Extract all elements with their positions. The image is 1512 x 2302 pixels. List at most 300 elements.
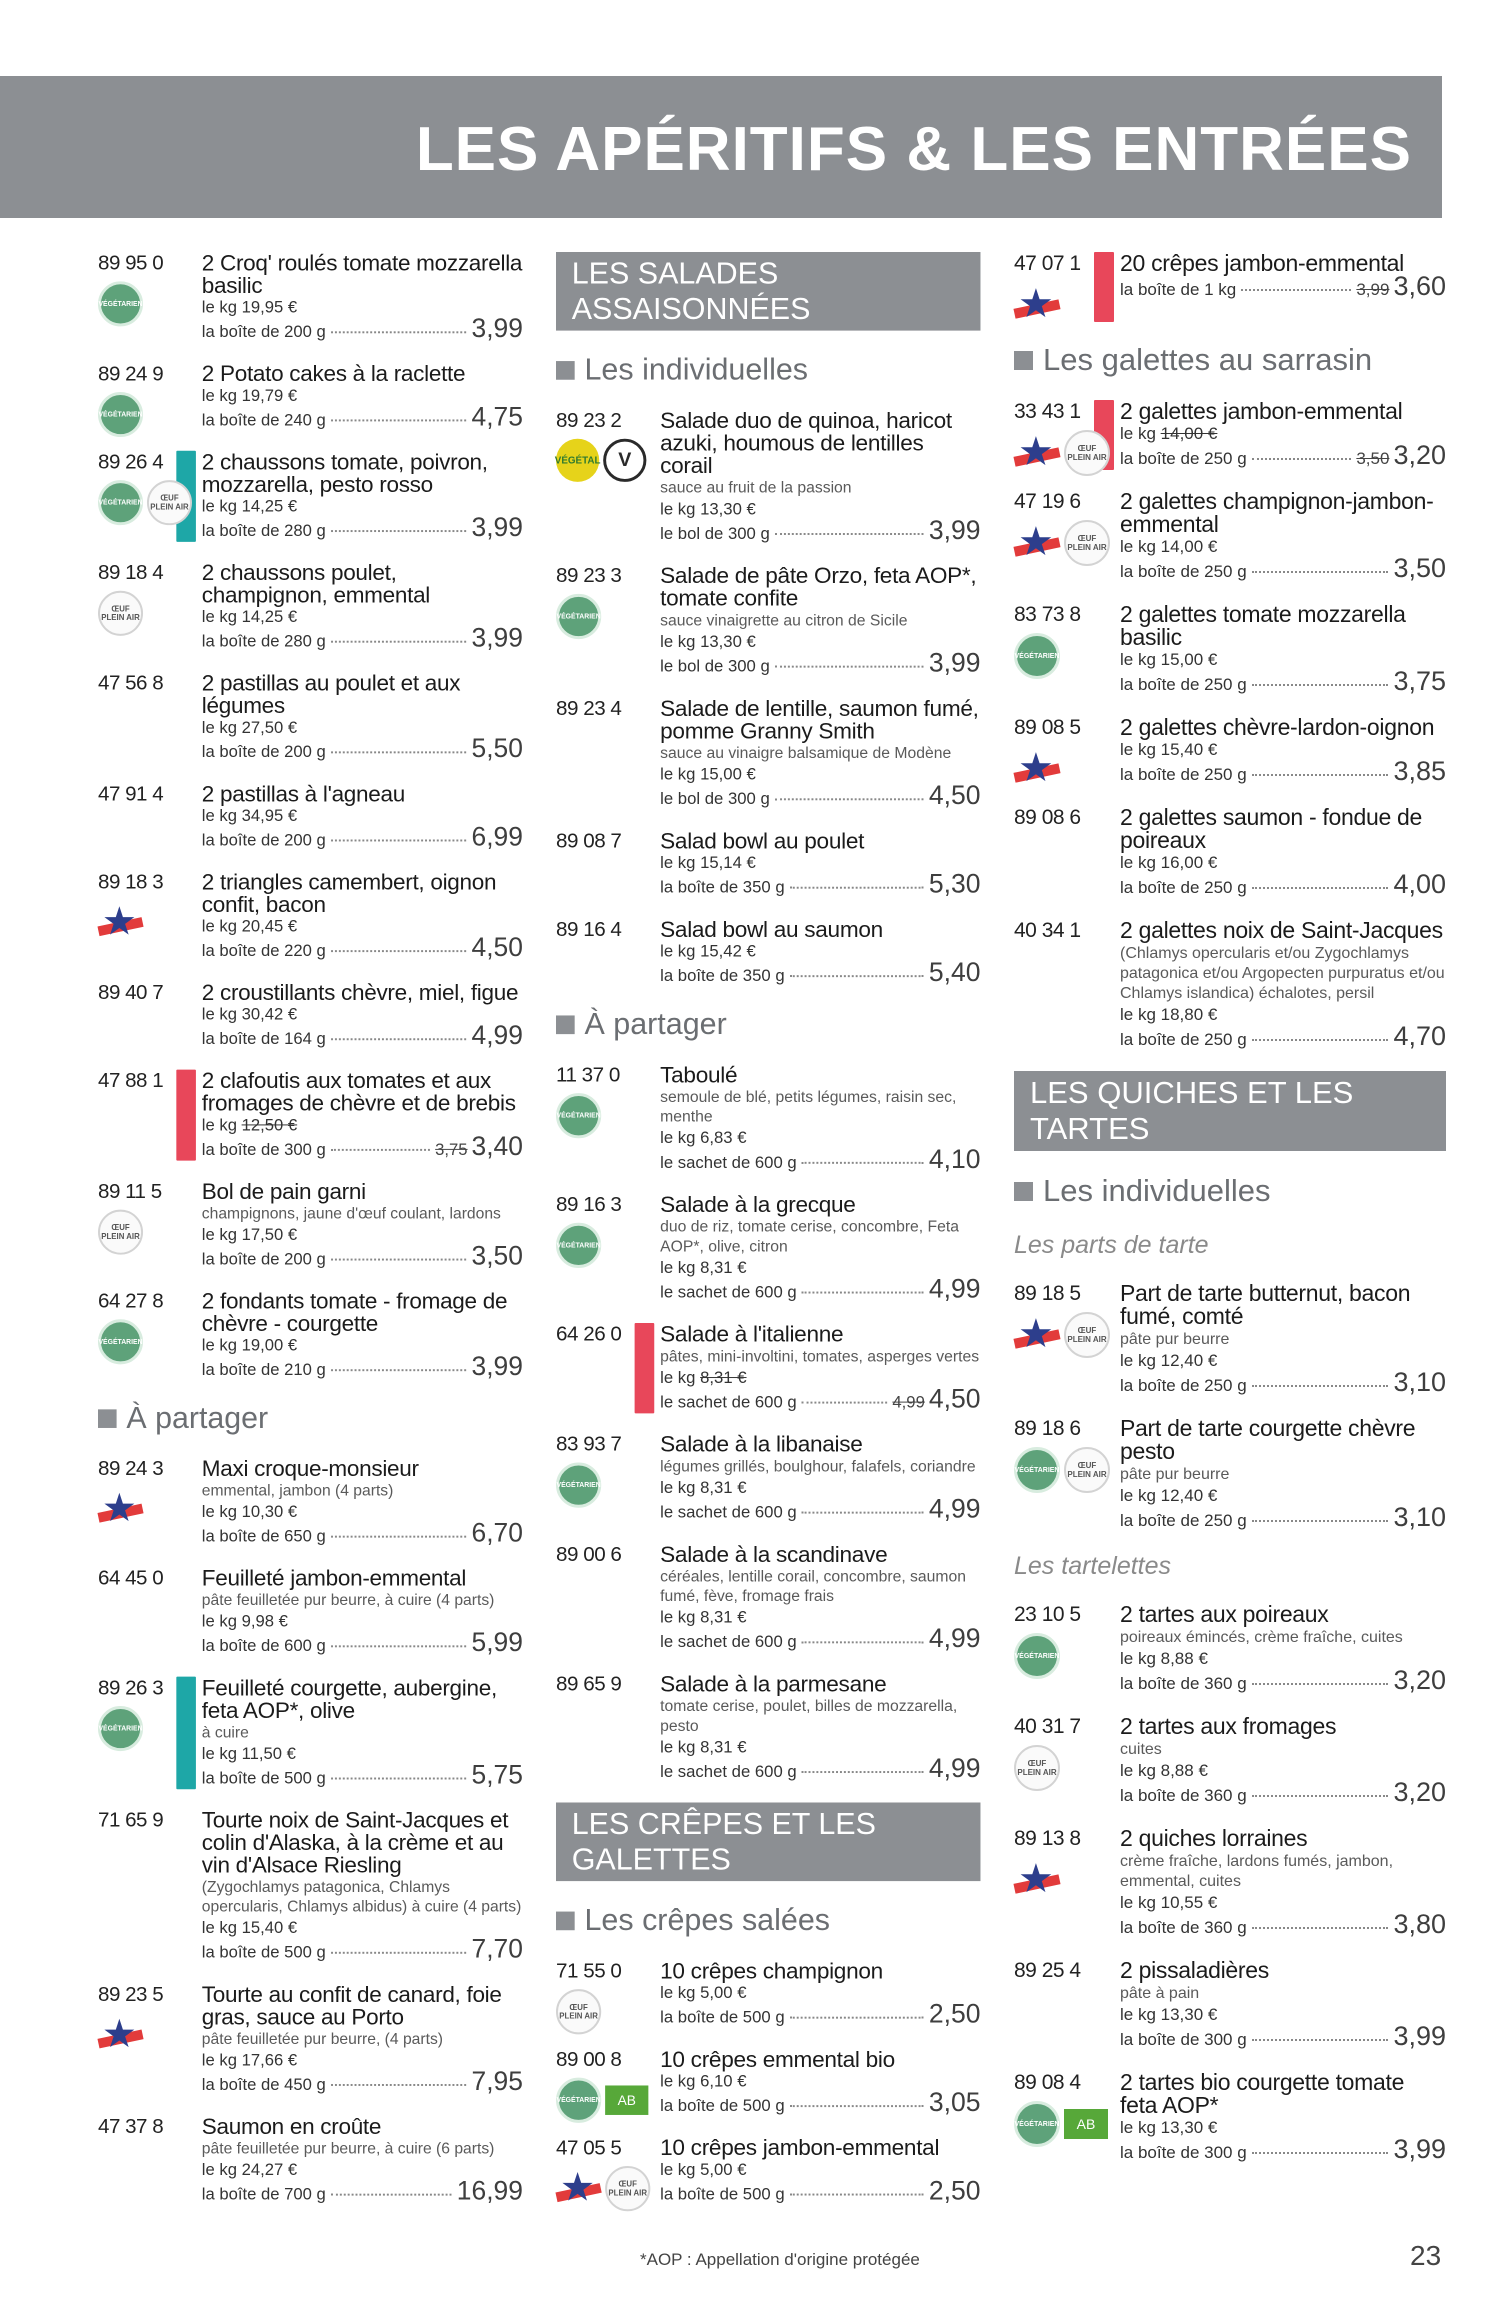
vegetarian-badge-icon — [1014, 633, 1060, 679]
product-description: crème fraîche, lardons fumés, jambon, emmental, cuites — [1120, 1853, 1394, 1890]
vegetarian-badge-label: VÉGÉTARIEN — [556, 1481, 601, 1489]
product-price: 3,20 — [1393, 1665, 1446, 1695]
package-size: la boîte de 700 g — [201, 2184, 326, 2204]
dotted-leader — [790, 2017, 924, 2019]
old-price: 3,75 — [435, 1140, 468, 1159]
price-per-kg-label: le kg 17,50 € — [201, 1225, 298, 1244]
column-2 — [556, 252, 980, 2225]
dotted-leader — [775, 798, 924, 800]
package-size: la boîte de 210 g — [201, 1360, 326, 1380]
product-description: semoule de blé, petits légumes, raisin sec, menthe — [660, 1089, 957, 1126]
product-price: 3,75 — [1393, 666, 1446, 696]
dotted-leader — [1252, 887, 1389, 889]
product-badges — [98, 1706, 143, 1751]
price-per-kg-label: le kg 19,95 € — [201, 298, 298, 317]
package-size: le sachet de 600 g — [660, 1153, 797, 1172]
price-line — [660, 869, 981, 899]
product-badges — [556, 2166, 650, 2211]
package-size: la boîte de 500 g — [201, 1943, 326, 1962]
price-per-kg-label: le kg 8,31 € — [660, 1737, 747, 1757]
product-name: 2 tartes bio courgette tomate feta AOP* — [1120, 2069, 1405, 2118]
free-range-egg-icon: ŒUF PLEIN AIR — [1064, 1312, 1110, 1358]
star-shape: ★ — [1018, 282, 1054, 326]
price-per-kg-label: le kg — [201, 1115, 237, 1135]
old-price: 4,99 — [892, 1392, 925, 1412]
vegetarian-badge-icon — [1014, 2101, 1060, 2147]
star-shape: ★ — [559, 2166, 596, 2210]
product-name: 2 pastillas à l'agneau — [201, 780, 405, 807]
vegetarian-badge-icon — [98, 480, 143, 525]
price-line — [660, 1273, 981, 1304]
vegetarian-badge-icon — [556, 1093, 601, 1138]
dotted-leader — [802, 1292, 924, 1294]
product-code: 89 08 4 — [1014, 2071, 1081, 2094]
product-price: 16,99 — [456, 2176, 523, 2206]
product-name: Salade à l'italienne — [660, 1321, 844, 1347]
product-name: 2 Croq' roulés tomate mozzarella basilic — [201, 250, 523, 299]
product-price: 6,99 — [471, 821, 523, 852]
square-bullet-icon — [556, 1015, 575, 1034]
product-item — [1014, 806, 1446, 899]
product-name: 10 crêpes jambon-emmental — [660, 2134, 940, 2161]
product-code: 89 18 6 — [1014, 1417, 1081, 1440]
product-badges — [1014, 2101, 1108, 2147]
product-price: 5,40 — [928, 957, 981, 987]
product-badges — [556, 594, 601, 639]
price-per-kg-label: le kg 20,45 € — [201, 916, 298, 936]
dotted-leader — [775, 666, 924, 668]
product-code: 89 95 0 — [98, 252, 164, 275]
price-line — [201, 2066, 523, 2096]
product-item — [1014, 1959, 1446, 2051]
product-price: 3,50 — [1393, 553, 1446, 583]
product-description: pâte pur beurre — [1120, 1466, 1230, 1483]
price-per-kg-label: le kg — [1120, 424, 1156, 443]
dotted-leader — [802, 1771, 924, 1773]
product-badges — [556, 1093, 601, 1138]
dotted-leader — [1252, 684, 1389, 686]
product-price: 3,99 — [471, 623, 523, 653]
product-code: 89 23 4 — [556, 697, 622, 720]
product-code: 83 73 8 — [1014, 603, 1081, 626]
product-badges — [98, 281, 143, 326]
square-bullet-icon — [98, 1409, 117, 1428]
price-per-kg-label: le kg 34,95 € — [201, 806, 298, 825]
dotted-leader — [331, 530, 467, 532]
product-name: 2 clafoutis aux tomates et aux fromages de chèvre et de brebis — [201, 1067, 516, 1116]
price-line — [660, 1999, 981, 2029]
dotted-leader — [790, 887, 924, 889]
price-per-kg-label: le kg 9,98 € — [201, 1612, 288, 1631]
product-name: 10 crêpes emmental bio — [660, 2046, 895, 2072]
product-item — [98, 672, 523, 763]
product-price: 7,70 — [471, 1934, 523, 1964]
dotted-leader — [331, 2194, 452, 2196]
product-item — [556, 1670, 981, 1783]
price-per-kg-label: le kg 11,50 € — [201, 1744, 296, 1763]
product-name: Taboulé — [660, 1061, 738, 1088]
package-size: la boîte de 600 g — [201, 1636, 326, 1656]
dotted-leader — [1252, 458, 1352, 460]
product-badges — [1014, 1857, 1060, 1903]
price-line — [1120, 2021, 1446, 2051]
product-badges — [556, 1989, 601, 2034]
made-in-france-icon — [98, 2013, 143, 2058]
product-badges — [98, 2013, 143, 2058]
product-item — [556, 1061, 981, 1174]
dotted-leader — [802, 1402, 888, 1404]
product-code: 89 26 4 — [98, 450, 164, 474]
dotted-leader — [802, 1512, 924, 1514]
category-label: Les tartelettes — [1014, 1552, 1172, 1580]
dotted-leader — [331, 1369, 467, 1371]
product-badges — [98, 591, 143, 636]
dotted-leader — [331, 2084, 467, 2086]
product-code: 89 08 6 — [1014, 806, 1081, 829]
product-item — [98, 981, 523, 1050]
product-price: 4,50 — [928, 780, 981, 811]
product-badges — [1014, 1633, 1060, 1679]
vegetarian-badge-label: VÉGÉTARIEN — [1014, 2120, 1060, 2128]
price-line — [660, 957, 981, 987]
subsection-header — [98, 1401, 523, 1436]
product-name: Part de tarte butternut, bacon fumé, comté — [1120, 1280, 1411, 1329]
product-code: 23 10 5 — [1014, 1603, 1081, 1626]
dotted-leader — [1241, 289, 1351, 291]
dotted-leader — [1252, 1927, 1389, 1929]
price-line — [201, 2176, 523, 2206]
package-size: la boîte de 300 g — [1120, 2143, 1247, 2162]
price-line — [660, 1753, 981, 1783]
product-description: pâte pur beurre — [1120, 1331, 1230, 1348]
product-description: légumes grillés, boulghour, falafels, coriandre — [660, 1458, 976, 1476]
vegan-v-icon: V — [603, 439, 646, 482]
dotted-leader — [331, 751, 467, 753]
vegetarian-badge-icon — [98, 1706, 143, 1751]
product-description: céréales, lentille corail, concombre, saumon fumé, fève, fromage frais — [660, 1568, 966, 1605]
package-size: la boîte de 450 g — [201, 2075, 326, 2094]
product-description: champignons, jaune d'œuf coulant, lardons — [201, 1205, 501, 1223]
product-item — [1014, 1417, 1446, 1532]
product-badges — [98, 1487, 143, 1532]
product-item — [556, 2048, 980, 2117]
dotted-leader — [802, 1641, 924, 1643]
subsection-label: Les crêpes salées — [584, 1902, 831, 1938]
product-code: 89 00 6 — [556, 1543, 622, 1566]
vegetarian-badge-label: VÉGÉTARIEN — [98, 1338, 143, 1346]
product-name: 2 chaussons tomate, poivron, mozzarella, pesto rosso — [201, 448, 488, 497]
product-item — [98, 1806, 523, 1964]
package-size: la boîte de 250 g — [1120, 675, 1247, 694]
price-per-kg-label: le kg 14,25 € — [201, 607, 298, 627]
product-badges — [1014, 633, 1060, 679]
product-badges — [556, 2078, 648, 2123]
made-in-france-icon — [1014, 746, 1060, 792]
dotted-leader — [1252, 1039, 1389, 1041]
price-line — [1120, 1777, 1446, 1807]
product-item — [1014, 1715, 1446, 1807]
package-size: le sachet de 600 g — [660, 1762, 797, 1781]
free-range-egg-icon: ŒUF PLEIN AIR — [98, 1210, 143, 1255]
product-code: 89 23 5 — [98, 1983, 164, 2006]
product-description: (Chlamys opercularis et/ou Zygochlamys patagonica et/ou Argopecten purpuratus et/ou Chlamys islandica) échalotes, persil — [1120, 945, 1445, 1002]
vegetarian-badge-icon — [556, 1463, 601, 1508]
product-description: (Zygochlamys patagonica, Chlamys opercularis, Chlamys albidus) à cuire (4 parts) — [201, 1879, 522, 1916]
subsection-label: À partager — [126, 1400, 269, 1435]
vegetal-badge-icon — [556, 439, 599, 482]
package-size: la boîte de 350 g — [660, 877, 785, 897]
price-line — [660, 2087, 981, 2117]
product-code: 47 37 8 — [98, 2115, 164, 2138]
price-line — [201, 821, 523, 852]
section-header: LES QUICHES ET LES TARTES — [1014, 1071, 1446, 1151]
product-code: 47 19 6 — [1014, 490, 1081, 513]
free-range-egg-icon: ŒUF PLEIN AIR — [147, 480, 192, 525]
package-size: le sachet de 600 g — [660, 1502, 797, 1522]
footnote: *AOP : Appellation d'origine protégée — [640, 2250, 920, 2269]
product-price: 3,10 — [1393, 1367, 1446, 1397]
vegetarian-badge-icon — [98, 1319, 143, 1364]
product-item — [1014, 398, 1446, 474]
made-in-france-icon — [98, 900, 143, 945]
free-range-egg-icon: ŒUF PLEIN AIR — [556, 1989, 601, 2034]
vegetarian-badge-icon — [1014, 1633, 1060, 1679]
made-in-france-icon — [1014, 1857, 1060, 1903]
product-code: 47 56 8 — [98, 672, 164, 695]
promo-bar — [176, 1070, 196, 1161]
product-item — [1014, 2071, 1446, 2164]
product-price: 3,10 — [1393, 1502, 1446, 1532]
price-per-kg-label: le kg 17,66 € — [201, 2050, 298, 2070]
product-item — [98, 561, 523, 652]
package-size: la boîte de 650 g — [201, 1526, 326, 1546]
product-price: 5,75 — [471, 1759, 523, 1790]
product-name: Salade à la parmesane — [660, 1670, 887, 1697]
price-per-kg-label: le kg 5,00 € — [660, 1983, 747, 2002]
vegetarian-badge-label: VÉGÉTARIEN — [556, 1241, 601, 1249]
dotted-leader — [331, 1645, 467, 1647]
package-size: le bol de 300 g — [660, 656, 770, 676]
product-code: 89 18 3 — [98, 870, 164, 894]
free-range-egg-icon: ŒUF PLEIN AIR — [605, 2166, 650, 2211]
organic-leaf-icon: AB — [1064, 2109, 1108, 2139]
dotted-leader — [331, 1778, 467, 1780]
product-item — [98, 360, 523, 432]
product-name: 2 pastillas au poulet et aux légumes — [201, 670, 461, 719]
dotted-leader — [1252, 2152, 1389, 2154]
organic-leaf-icon: AB — [605, 2085, 648, 2114]
dotted-leader — [1252, 1385, 1389, 1387]
price-line — [660, 2175, 981, 2206]
dotted-leader — [331, 641, 467, 643]
product-item — [98, 780, 523, 852]
section-header: LES CRÊPES ET LES GALETTES — [556, 1802, 980, 1881]
price-line — [201, 401, 523, 432]
product-description: pâte feuilletée pur beurre, (4 parts) — [201, 2031, 444, 2048]
product-code: 83 93 7 — [556, 1433, 622, 1456]
product-price: 2,50 — [928, 2175, 981, 2206]
product-name: Feuilleté jambon-emmental — [201, 1565, 467, 1591]
product-item — [98, 868, 523, 962]
subsection-label: Les individuelles — [1043, 1173, 1271, 1208]
package-size: le sachet de 600 g — [660, 1282, 797, 1302]
package-size: la boîte de 250 g — [1120, 449, 1247, 468]
column-3 — [1014, 252, 1446, 2184]
dotted-leader — [790, 2105, 924, 2107]
price-per-kg-label: le kg 19,79 € — [201, 386, 298, 405]
vegetal-badge-label: VÉGÉTAL — [554, 454, 601, 466]
product-price: 4,70 — [1393, 1021, 1446, 1051]
price-per-kg-label: le kg 5,00 € — [660, 2160, 747, 2179]
price-line — [1120, 1665, 1446, 1695]
free-range-egg-icon: ŒUF PLEIN AIR — [1064, 520, 1110, 566]
product-description: poireaux émincés, crème fraîche, cuites — [1120, 1629, 1403, 1646]
dotted-leader — [331, 1259, 467, 1261]
product-code: 11 37 0 — [556, 1063, 620, 1087]
price-per-kg-label: le kg 19,00 € — [201, 1335, 298, 1355]
price-line — [1120, 271, 1446, 301]
free-range-egg-icon: ŒUF PLEIN AIR — [1014, 1745, 1060, 1791]
product-name: Part de tarte courgette chèvre pesto — [1120, 1415, 1416, 1464]
price-per-kg-label: le kg 8,31 € — [660, 1607, 747, 1627]
product-price: 4,50 — [471, 932, 523, 962]
price-line — [201, 313, 523, 344]
product-price: 3,40 — [471, 1131, 523, 1161]
product-price: 3,85 — [1393, 756, 1446, 786]
price-per-kg-label: le kg 12,40 € — [1120, 1486, 1218, 1505]
price-line — [1120, 756, 1446, 786]
package-size: le bol de 300 g — [660, 524, 770, 543]
price-per-kg-label: le kg 30,42 € — [201, 1004, 298, 1024]
dotted-leader — [331, 950, 467, 952]
price-per-kg-label: le kg 8,88 € — [1120, 1649, 1208, 1668]
product-item — [1014, 250, 1446, 326]
product-description: à cuire — [201, 1724, 249, 1742]
package-size: la boîte de 250 g — [1120, 1030, 1247, 1049]
product-item — [98, 1457, 523, 1547]
price-per-kg-label: le kg 6,83 € — [660, 1128, 747, 1148]
dotted-leader — [802, 1162, 924, 1164]
product-item — [556, 1193, 980, 1303]
vegetarian-badge-label: VÉGÉTARIEN — [98, 300, 143, 308]
product-price: 3,05 — [928, 2087, 981, 2117]
product-price: 3,20 — [1393, 1777, 1446, 1807]
price-per-kg-label: le kg 8,31 € — [660, 1478, 747, 1497]
price-line — [201, 1351, 523, 1381]
price-per-kg-label: le kg 15,40 € — [201, 1918, 298, 1938]
column-1 — [98, 252, 523, 2225]
dotted-leader — [1252, 1683, 1389, 1685]
star-shape: ★ — [1018, 1312, 1054, 1356]
product-code: 89 08 5 — [1014, 716, 1081, 739]
product-code: 89 18 5 — [1014, 1282, 1081, 1305]
made-in-france-icon — [1014, 430, 1060, 476]
vegetarian-badge-label: VÉGÉTARIEN — [98, 411, 143, 418]
product-price: 4,99 — [928, 1753, 981, 1783]
price-line — [201, 1131, 523, 1161]
product-badges — [1014, 282, 1060, 328]
product-code: 33 43 1 — [1014, 400, 1081, 423]
new-product-bar — [176, 1677, 196, 1790]
product-name: Tourte au confit de canard, foie gras, sauce au Porto — [201, 1981, 502, 2030]
product-price: 4,50 — [928, 1383, 981, 1414]
product-item — [556, 1543, 980, 1653]
product-price: 3,99 — [471, 313, 523, 344]
price-line — [201, 623, 523, 653]
category-label: Les parts de tarte — [1014, 1231, 1209, 1259]
product-price: 7,95 — [471, 2066, 523, 2096]
vegetarian-badge-icon — [98, 281, 143, 326]
price-line — [660, 1144, 981, 1174]
product-code: 64 26 0 — [556, 1323, 622, 1346]
price-per-kg-label: le kg 6,10 € — [660, 2071, 747, 2091]
price-line — [201, 1240, 523, 1271]
package-size: la boîte de 300 g — [201, 1140, 326, 1159]
product-code: 89 18 4 — [98, 561, 164, 584]
product-item — [556, 918, 980, 987]
product-code: 89 26 3 — [98, 1676, 164, 1700]
vegetarian-badge-label: VÉGÉTARIEN — [1014, 1466, 1060, 1474]
product-code: 64 45 0 — [98, 1567, 164, 1590]
price-per-kg-label: le kg 8,88 € — [1120, 1761, 1208, 1780]
product-name: 2 quiches lorraines — [1120, 1825, 1308, 1851]
vegetarian-badge-label: VÉGÉTARIEN — [556, 2096, 601, 2104]
price-per-kg-label: le kg 18,80 € — [1120, 1005, 1218, 1024]
product-name: 2 croustillants chèvre, miel, figue — [201, 979, 519, 1005]
package-size: la boîte de 500 g — [660, 2096, 785, 2115]
product-item — [98, 1983, 523, 2096]
package-size: la boîte de 250 g — [1120, 878, 1247, 897]
price-per-kg-label: le kg 15,40 € — [1120, 740, 1218, 759]
product-code: 89 65 9 — [556, 1672, 622, 1696]
old-price-per-kg: 12,50 € — [241, 1115, 298, 1135]
product-name: Salade de pâte Orzo, feta AOP*, tomate confite — [660, 562, 977, 611]
package-size: la boîte de 164 g — [201, 1029, 326, 1049]
product-badges — [1014, 430, 1110, 476]
subsection-header — [556, 1007, 980, 1042]
product-name: Salade de lentille, saumon fumé, pomme Granny Smith — [660, 695, 979, 744]
product-name: Salade à la libanaise — [660, 1431, 863, 1457]
product-code: 89 00 8 — [556, 2048, 622, 2071]
made-in-france-icon — [98, 1487, 143, 1532]
price-line — [1120, 2134, 1446, 2164]
product-badges — [98, 1210, 143, 1255]
subsection-label: Les galettes au sarrasin — [1043, 342, 1373, 377]
vegetarian-badge-label: VÉGÉTARIEN — [556, 1112, 601, 1120]
product-price: 5,30 — [928, 869, 981, 899]
product-name: Tourte noix de Saint-Jacques et colin d'Alaska, à la crème et au vin d'Alsace Riesling — [201, 1806, 509, 1878]
package-size: la boîte de 280 g — [201, 631, 326, 651]
price-per-kg-label: le kg 12,40 € — [1120, 1351, 1218, 1370]
vegetarian-badge-icon — [98, 392, 143, 437]
product-badges — [98, 392, 143, 437]
product-name: 2 galettes champignon-jambon-emmental — [1120, 488, 1434, 537]
product-price: 4,99 — [928, 1493, 981, 1524]
product-code: 89 11 5 — [98, 1180, 162, 1203]
package-size: la boîte de 220 g — [201, 941, 326, 960]
product-item — [1014, 1282, 1446, 1397]
product-price: 2,50 — [928, 1999, 981, 2029]
subsection-label: À partager — [584, 1006, 727, 1042]
free-range-egg-icon: ŒUF PLEIN AIR — [1064, 430, 1110, 476]
product-badges — [556, 1463, 601, 1508]
product-item — [98, 1180, 523, 1270]
price-per-kg-label: le kg — [660, 1368, 696, 1387]
product-name: 2 pissaladières — [1120, 1957, 1269, 1983]
package-size: le sachet de 600 g — [660, 1392, 797, 1412]
dotted-leader — [1252, 774, 1389, 776]
product-badges — [556, 1223, 601, 1268]
